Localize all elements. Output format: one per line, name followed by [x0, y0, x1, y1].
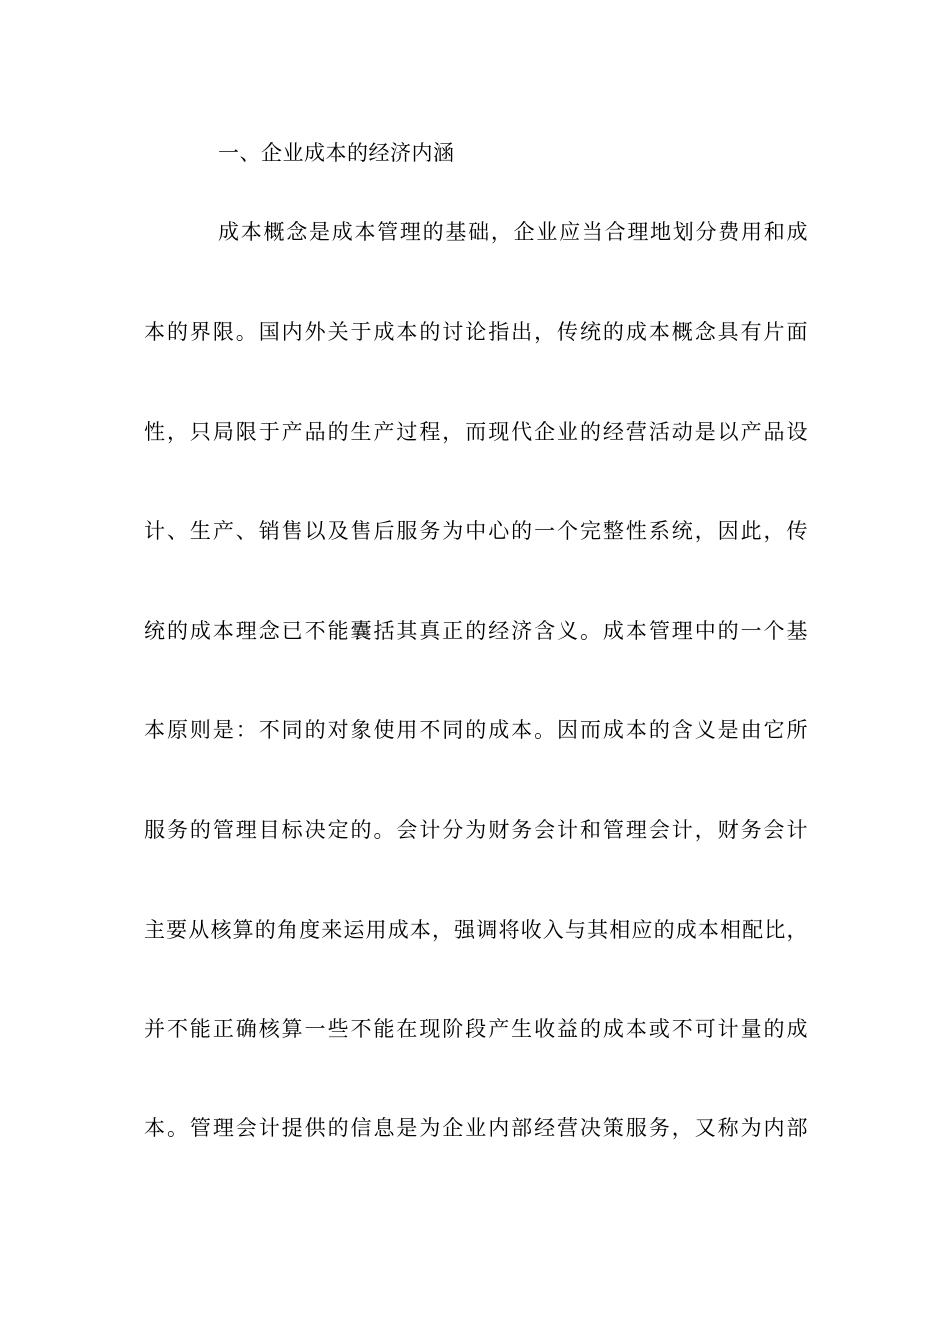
paragraph-line: 服务的管理目标决定的。会计分为财务会计和管理会计，财务会计 — [144, 818, 808, 842]
paragraph-line: 成本概念是成本管理的基础，企业应当合理地划分费用和成 — [218, 220, 808, 244]
paragraph-line: 性，只局限于产品的生产过程，而现代企业的经营活动是以产品设 — [144, 420, 808, 444]
paragraph-line: 本的界限。国内外关于成本的讨论指出，传统的成本概念具有片面 — [144, 320, 808, 344]
paragraph-line: 主要从核算的角度来运用成本，强调将收入与其相应的成本相配比， — [144, 918, 808, 942]
paragraph-line: 本。管理会计提供的信息是为企业内部经营决策服务，又称为内部 — [144, 1116, 808, 1140]
paragraph-line: 本原则是：不同的对象使用不同的成本。因而成本的含义是由它所 — [144, 718, 808, 742]
section-heading: 一、企业成本的经济内涵 — [218, 141, 455, 165]
paragraph-line: 计、生产、销售以及售后服务为中心的一个完整性系统，因此，传 — [144, 519, 808, 543]
paragraph-line: 并不能正确核算一些不能在现阶段产生收益的成本或不可计量的成 — [144, 1017, 808, 1041]
paragraph-line: 统的成本理念已不能囊括其真正的经济含义。成本管理中的一个基 — [144, 619, 808, 643]
